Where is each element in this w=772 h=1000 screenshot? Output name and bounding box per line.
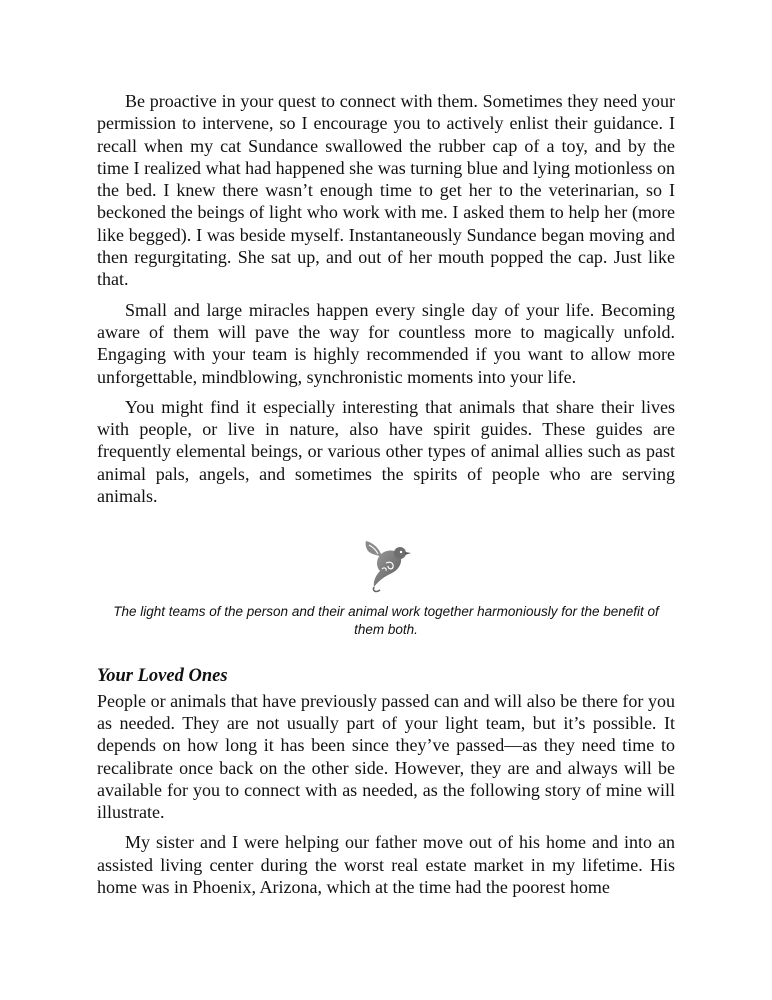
paragraph-animal-guides: You might find it especially interesting that animals that share their lives with people, or live in nature, also have spirit guides. These guides are frequently elemental beings, or various other types of animal allies such as past animal pals, angels, and sometimes the spirits of people who are serving animals. xyxy=(97,396,675,507)
section-heading: Your Loved Ones xyxy=(97,666,228,687)
bird-icon xyxy=(356,535,416,595)
paragraph-proactive: Be proactive in your quest to connect with them. Sometimes they need your permission to intervene, so I encourage you to actively enlist their guidance. I recall when my cat Sundance swallowed the rubber cap of a toy, and by the time I realized what had happened she was turning blue and lying motionless on the bed. I knew there wasn’t enough time to get her to the veterinarian, so I beckoned the beings of light who work with me. I asked them to help her (more like begged). I was beside myself. Instantaneously Sundance began moving and then regurgitating. She sat up, and out of her mouth popped the cap. Just like that. xyxy=(97,91,675,290)
paragraph-loved-ones: People or animals that have previously passed can and will also be there for you as needed. They are not usually part of your light team, but it’s possible. It depends on how long it has been since they’ve passed—as they need time to recalibrate once back on the other side. However, they are and always will be available for you to connect with as needed, as the following story of mine will illustrate. xyxy=(97,690,675,823)
figure-caption: The light teams of the person and their animal work together harmoniously for the benefit of them both. xyxy=(113,604,659,638)
paragraph-father-move: My sister and I were helping our father move out of his home and into an assisted living center during the worst real estate market in my lifetime. His home was in Phoenix, Arizona, which at the time had the poorest home xyxy=(97,832,675,898)
book-page xyxy=(97,90,675,906)
paragraph-miracles: Small and large miracles happen every single day of your life. Becoming aware of them will pave the way for countless more to magically unfold. Engaging with your team is highly recommended if you want to allow more unforgettable, mindblowing, synchronistic moments into your life. xyxy=(97,299,675,387)
